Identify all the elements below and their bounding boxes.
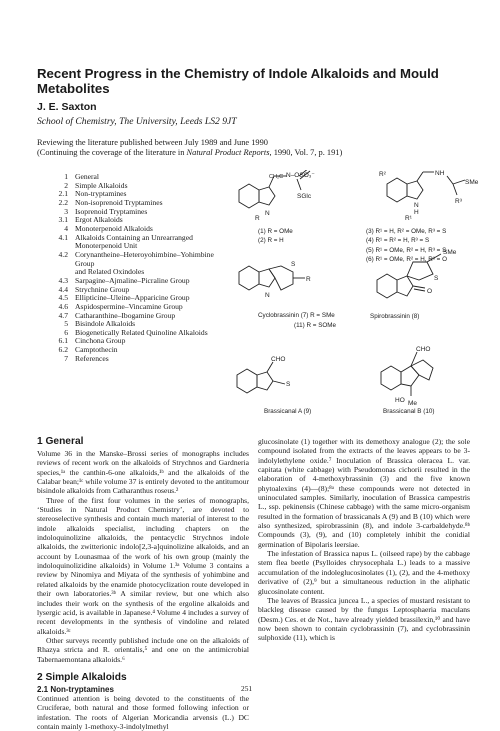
- structure-label-8: Spirobrassinin (8): [370, 313, 420, 320]
- toc-number: 4: [64, 223, 68, 233]
- right-paragraph-2: The infestation of Brassica napus L. (oilseed rape) by the cabbage stem flea beetle (Psylloides chrysocephala L.) leads to a massive accumulation of the indoleglucosinolates (1), (2), and the 4-methoxy derivative of (2),⁹ but a simultaneous reduction in the aliphatic glucosinolate content.: [258, 549, 470, 596]
- s7-n: N: [265, 292, 270, 299]
- toc-text: Catharanthine–Ibogamine Group: [75, 310, 176, 320]
- toc-item: [37, 355, 227, 364]
- s8-sme: SMe: [443, 249, 457, 256]
- toc-number: 5: [64, 319, 68, 329]
- section-1-paragraph-1: Volume 36 in the Manske–Brossi series of monographs includes reviews of recent work on the alkaloids of Strychnos and Gardneria species,¹ᵃ the canthin-6-one alkaloids,¹ᵇ and the alkaloids of the Calabar bean;¹ᶜ while volume 37 is entirely devoted to the antitumour bisindole alkaloids from Catharanthus roseus.²: [37, 449, 249, 496]
- s2-r2: R²: [379, 171, 386, 178]
- section-1-paragraph-2: Three of the first four volumes in the series of monographs, ‘Studies in Natural Product Chemistry’, are devoted to stereoselective synthesis and contain much material of interest to the indole alkaloids specialist, including chapters on the indoloquinolizine alkaloids, the pentacyclic Strychnos indole alkaloids, the zwitterionic indolo[2,3-a]quinolizine alkaloids, and an account by Lounasmaa of the work of his own group (mainly the indoloquinolizidine alkaloids) in Volume 1.³ᵃ Volume 3 contains a review by Ninomiya and Miyata of the synthesis of yohimbine and related alkaloids by the enamide photocyclization route developed in their own laboratories.³ᵇ A similar review, but one which also includes their work on the synthesis of the ergoline alkaloids and lysergic acid, is available in Japanese.⁴ Volume 4 includes a survey of recent developments in the synthesis of vindoline and related alkaloids.³ᶜ: [37, 495, 249, 636]
- structure-1-benzene-ring: [239, 184, 259, 208]
- toc-number: 2.1: [58, 189, 68, 199]
- s8-s: S: [434, 275, 439, 282]
- toc-number: 4.5: [58, 293, 68, 303]
- structure-1-pyrrole-ring: [259, 187, 275, 205]
- right-paragraph-1: glucosinolate (1) together with its demethoxy analogue (2); the sole compound isolated from the extracts of the leaves appears to be 3-indolylethylene oxide.⁷ Inoculation of Brassica oleracea L. var. capitata (white cabbage) with Pseudomonas cichorii resulted in the elaboration of 4-methoxybrassinin (3) and the five known phytoalexins (4)—(8);⁸ᵃ these compounds were not detected in uninoculated samples. Similarly, inoculation of Brassica campestris L., ssp. pekinensis (Chinese cabbage) with the same micro-organism resulted in the formation of brassicanals A (9) and B (10) which were also synthesized, spirobrassinin (8), and indole 3-carbaldehyde.⁸ᵇ Compounds (3), (9), and (10) completely inhibit the conidial germination of Bipolaris leersiae.: [258, 437, 470, 549]
- toc-text: References: [75, 353, 109, 363]
- toc-number: 4.3: [58, 275, 68, 285]
- structure-label-10: Brassicanal B (10): [383, 408, 435, 415]
- toc-number: 4.2: [58, 249, 68, 259]
- toc-text: Non-isoprenoid Tryptamines: [75, 197, 163, 207]
- toc-text: Aspidospermine–Vincamine Group: [75, 301, 183, 311]
- structure-label: (4) R¹ = R² = H, R³ = S: [366, 237, 430, 245]
- s1-r: R: [255, 215, 260, 222]
- toc-number: 1: [64, 172, 68, 181]
- toc-text: Bisindole Alkaloids: [75, 319, 136, 329]
- structure-labels-1-2: (1) R = OMe (2) R = H: [258, 228, 293, 245]
- page-number: 251: [241, 684, 253, 693]
- structure-label-9: Brassicanal A (9): [264, 408, 312, 415]
- toc-text: Alkaloids Containing an Unrearranged: [75, 232, 193, 242]
- toc-text: and Related Oxindoles: [75, 267, 145, 277]
- toc-text: Strychnine Group: [75, 284, 130, 294]
- toc-text: Sarpagine–Ajmaline–Picraline Group: [75, 275, 190, 285]
- review-line-1: Reviewing the literature published between July 1989 and June 1990: [37, 138, 268, 147]
- s9-s: S: [286, 381, 291, 388]
- structure-3-benzene-ring: [387, 178, 407, 202]
- structure-label-7-11: Cyclobrassinin (7) R = SMe (11) R = SOMe: [258, 312, 337, 329]
- structure-label: (6) R¹ = OMe, R² = H, R³ = O: [366, 255, 447, 263]
- article-title: Recent Progress in the Chemistry of Indole Alkaloids and Mould Metabolites: [37, 66, 439, 96]
- s2-sme: SMe: [465, 179, 479, 186]
- toc-number: 3.1: [58, 215, 68, 225]
- s9-cho: CHO: [271, 356, 286, 363]
- toc-text: Isoprenoid Tryptamines: [75, 206, 148, 216]
- toc-text: Ellipticine–Uleine–Apparicine Group: [75, 293, 190, 303]
- section-2-1-paragraph-1: Continued attention is being devoted to the constituents of the Cruciferae, both natural and those formed following infection or infestation. The roots of Algerian Moricandia arvensis (L.) DC contain mainly 1-methoxy-3-indolylmethyl: [37, 693, 249, 731]
- toc-number: 4.7: [58, 310, 68, 320]
- s10-cho: CHO: [416, 346, 431, 353]
- toc-number: 7: [64, 353, 68, 363]
- s1-n: N: [265, 210, 270, 217]
- toc-number: 6.2: [58, 345, 68, 355]
- toc-number: 2: [64, 180, 68, 190]
- s1-ch2c: CH₂C: [269, 174, 284, 180]
- chemical-structures: [229, 170, 489, 430]
- section-2-1-heading: 2.1 Non-tryptamines: [37, 684, 114, 694]
- s2-r3: R³: [455, 198, 462, 205]
- toc-number: 4.4: [58, 284, 68, 294]
- s10-me: Me: [408, 400, 418, 407]
- toc-text: Biogenetically Related Quinoline Alkaloids: [75, 327, 208, 337]
- toc-number: 3: [64, 206, 68, 216]
- table-of-contents: [37, 173, 227, 363]
- structure-label: (5) R¹ = OMe, R² = H, R³ = S: [366, 246, 447, 254]
- s7-r: R: [306, 276, 311, 283]
- s2-r1: R¹: [405, 215, 412, 222]
- s2-h: H: [414, 209, 419, 216]
- toc-text: Simple Alkaloids: [75, 180, 128, 190]
- toc-text: Corynantheine–Heteroyohimbine–Yohimbine Group: [75, 249, 214, 268]
- s8-o: O: [427, 288, 433, 295]
- section-1-paragraph-3: Other surveys recently published include one on the alkaloids of Rhazya stricta and R. orientalis,⁵ and one on the antimicrobial Tabernaemontana alkaloids.⁶: [37, 635, 249, 664]
- review-coverage: [37, 138, 342, 158]
- structure-labels-3-6: [366, 227, 447, 264]
- toc-number: [37, 242, 75, 251]
- toc-text: Monoterpenoid Alkaloids: [75, 223, 153, 233]
- right-paragraph-3: The leaves of Brassica juncea L., a species of mustard resistant to blackleg disease caused by the fungus Leptosphaeria maculans (Desm.) Ces. et de Not., have already yielded brassilexin,¹⁰ and have now been shown to contain cyclobrassinin (7), and cyclobrassinin sulphoxide (11), which is: [258, 595, 470, 643]
- toc-number: 4.6: [58, 301, 68, 311]
- s2-n: N: [414, 202, 419, 209]
- toc-item: [37, 251, 227, 268]
- s1-sglc: SGlc: [297, 193, 312, 200]
- toc-number: 6: [64, 327, 68, 337]
- toc-number: 4.1: [58, 232, 68, 242]
- toc-number: 2.2: [58, 197, 68, 207]
- author-name: J. E. Saxton: [37, 101, 97, 113]
- left-column: [37, 436, 249, 731]
- review-line-2: (Continuing the coverage of the literature in Natural Product Reports, 1990, Vol. 7, p. 191): [37, 148, 343, 157]
- toc-number: 6.1: [58, 336, 68, 346]
- section-2-heading: 2 Simple Alkaloids: [37, 671, 127, 683]
- structure-label: (3) R¹ = H, R² = OMe, R³ = S: [366, 228, 447, 235]
- right-column: [258, 437, 470, 643]
- toc-text: General: [75, 172, 100, 181]
- section-1-heading: 1 General: [37, 436, 84, 447]
- s7-s: S: [291, 261, 296, 268]
- toc-text: Monoterpenoid Unit: [75, 241, 138, 251]
- s10-ho: HO: [395, 397, 405, 404]
- toc-text: Cinchona Group: [75, 336, 126, 346]
- toc-text: Camptothecin: [75, 345, 118, 355]
- s2-nh: NH: [435, 170, 445, 177]
- author-affiliation: School of Chemistry, The University, Leeds LS2 9JT: [37, 116, 237, 127]
- toc-number: [37, 268, 75, 277]
- toc-text: Ergot Alkaloids: [75, 215, 123, 225]
- toc-text: Non-tryptamines: [75, 189, 127, 199]
- s1-noso3: N–OSO₃⁻: [286, 172, 315, 179]
